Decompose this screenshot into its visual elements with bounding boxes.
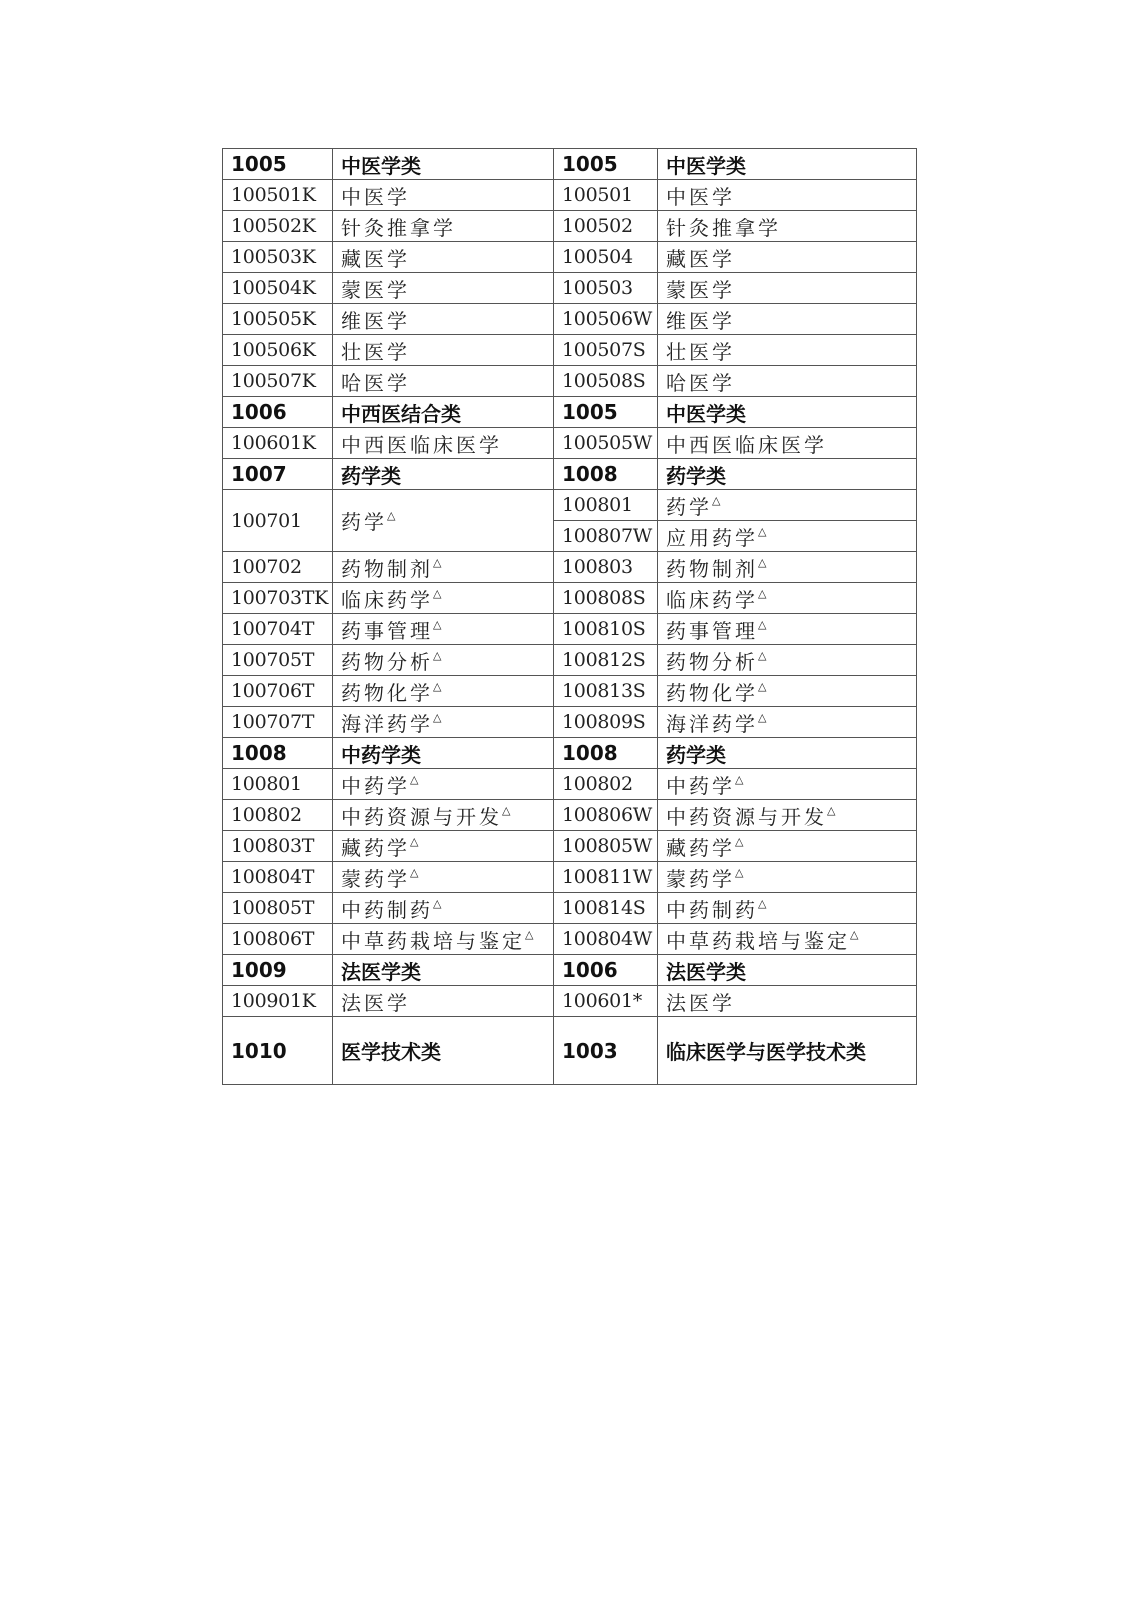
pharmacy-mark: △ xyxy=(410,772,419,786)
major-code: 100501 xyxy=(562,184,633,206)
major-code: 1005 xyxy=(562,400,618,424)
major-name-cell xyxy=(333,986,554,1017)
major-code: 100507S xyxy=(562,339,646,361)
major-code: 100807W xyxy=(562,525,652,547)
major-code-cell xyxy=(223,955,333,986)
major-code-cell xyxy=(554,583,658,614)
major-code: 100809S xyxy=(562,711,646,733)
major-name: 应用药学 xyxy=(666,525,758,550)
major-code-cell xyxy=(554,521,658,552)
major-name-cell xyxy=(333,1017,554,1085)
major-code: 100803T xyxy=(231,835,315,857)
major-name: 藏药学 xyxy=(341,835,410,860)
major-code: 100505W xyxy=(562,432,652,454)
major-code-cell xyxy=(554,490,658,521)
major-name: 中药学 xyxy=(341,773,410,798)
major-name: 蒙药学 xyxy=(666,866,735,891)
major-code: 100808S xyxy=(562,587,646,609)
major-code: 100810S xyxy=(562,618,646,640)
major-code-cell xyxy=(223,552,333,583)
pharmacy-mark: △ xyxy=(433,679,442,693)
major-name: 蒙药学 xyxy=(341,866,410,891)
major-code-cell xyxy=(554,1017,658,1085)
major-name-cell xyxy=(333,459,554,490)
major-code: 100802 xyxy=(231,804,302,826)
pharmacy-mark: △ xyxy=(758,524,767,538)
major-name-cell xyxy=(658,273,917,304)
major-code-cell xyxy=(554,242,658,273)
major-code-cell xyxy=(554,614,658,645)
major-name: 中医学类 xyxy=(666,401,746,426)
major-name: 海洋药学 xyxy=(341,711,433,736)
major-code: 100801 xyxy=(562,494,633,516)
major-code-cell xyxy=(554,986,658,1017)
major-code-cell xyxy=(554,769,658,800)
major-name-cell xyxy=(658,831,917,862)
major-name-cell xyxy=(333,273,554,304)
major-code-cell xyxy=(554,831,658,862)
major-code: 100502 xyxy=(562,215,633,237)
pharmacy-mark: △ xyxy=(758,679,767,693)
major-code: 1008 xyxy=(562,741,618,765)
major-code-cell xyxy=(223,676,333,707)
major-code: 100804T xyxy=(231,866,315,888)
major-name-cell xyxy=(333,552,554,583)
major-code: 100505K xyxy=(231,308,316,330)
pharmacy-mark: △ xyxy=(433,710,442,724)
major-name: 药物化学 xyxy=(341,680,433,705)
table-row xyxy=(223,428,917,459)
major-code-cell xyxy=(554,738,658,769)
major-name-cell xyxy=(333,738,554,769)
major-code-cell xyxy=(223,707,333,738)
major-code-cell xyxy=(223,242,333,273)
major-code: 100812S xyxy=(562,649,646,671)
major-name: 中医学类 xyxy=(341,153,421,178)
major-name-cell xyxy=(658,955,917,986)
major-name: 药学类 xyxy=(666,463,726,488)
major-code-cell xyxy=(554,335,658,366)
major-code: 100503 xyxy=(562,277,633,299)
major-name: 中药资源与开发 xyxy=(341,804,502,829)
major-name-cell xyxy=(333,335,554,366)
major-name-cell xyxy=(658,645,917,676)
major-name-cell xyxy=(333,397,554,428)
major-name: 中药学 xyxy=(666,773,735,798)
major-name-cell xyxy=(658,676,917,707)
major-name: 法医学 xyxy=(341,990,410,1015)
major-code: 100508S xyxy=(562,370,646,392)
major-name: 针灸推拿学 xyxy=(341,215,456,240)
major-name: 蒙医学 xyxy=(341,277,410,302)
major-code: 100506W xyxy=(562,308,652,330)
major-code: 100814S xyxy=(562,897,646,919)
major-name: 药学类 xyxy=(666,742,726,767)
major-name: 藏药学 xyxy=(666,835,735,860)
major-name: 藏医学 xyxy=(666,246,735,271)
major-name-cell xyxy=(658,1017,917,1085)
major-name: 中医学 xyxy=(666,184,735,209)
major-name: 药学 xyxy=(666,494,712,519)
table-row xyxy=(223,800,917,831)
major-code: 100805W xyxy=(562,835,652,857)
table-row xyxy=(223,242,917,273)
pharmacy-mark: △ xyxy=(433,555,442,569)
table-row xyxy=(223,273,917,304)
major-name-cell xyxy=(333,180,554,211)
major-name: 中西医临床医学 xyxy=(341,432,502,457)
major-name: 中药制药 xyxy=(341,897,433,922)
major-code: 100706T xyxy=(231,680,315,702)
major-name-cell xyxy=(658,738,917,769)
pharmacy-mark: △ xyxy=(433,648,442,662)
major-name-cell xyxy=(658,335,917,366)
major-name-cell xyxy=(333,242,554,273)
major-name-cell xyxy=(658,304,917,335)
major-name-cell xyxy=(658,242,917,273)
table-row xyxy=(223,893,917,924)
major-name: 中药学类 xyxy=(341,742,421,767)
major-code-cell xyxy=(223,986,333,1017)
category-row xyxy=(223,955,917,986)
major-name-cell xyxy=(333,800,554,831)
major-name: 藏医学 xyxy=(341,246,410,271)
major-code: 1010 xyxy=(231,1038,287,1063)
major-name: 临床药学 xyxy=(666,587,758,612)
major-code-cell xyxy=(223,645,333,676)
major-code: 100805T xyxy=(231,897,315,919)
category-row xyxy=(223,738,917,769)
major-code-cell xyxy=(223,397,333,428)
table-row xyxy=(223,707,917,738)
major-code: 100503K xyxy=(231,246,316,268)
major-code: 100806T xyxy=(231,928,315,950)
major-name-cell xyxy=(333,676,554,707)
major-code: 100707T xyxy=(231,711,315,733)
table-row xyxy=(223,831,917,862)
major-name-cell xyxy=(333,614,554,645)
major-name-cell xyxy=(658,924,917,955)
major-name: 法医学 xyxy=(666,990,735,1015)
major-code: 100502K xyxy=(231,215,316,237)
major-name-cell xyxy=(658,428,917,459)
pharmacy-mark: △ xyxy=(827,803,836,817)
major-code: 100703TK xyxy=(231,587,328,609)
major-code-cell xyxy=(554,862,658,893)
major-code: 100901K xyxy=(231,990,316,1012)
major-code: 100806W xyxy=(562,804,652,826)
table-row xyxy=(223,862,917,893)
major-name: 中医学 xyxy=(341,184,410,209)
major-name: 药物分析 xyxy=(666,649,758,674)
major-code-cell xyxy=(223,831,333,862)
table-body xyxy=(223,149,917,1085)
major-code: 1003 xyxy=(562,1038,618,1063)
major-code-cell xyxy=(554,211,658,242)
major-name-cell xyxy=(333,490,554,552)
major-code-cell xyxy=(554,924,658,955)
major-name: 壮医学 xyxy=(341,339,410,364)
category-row xyxy=(223,459,917,490)
major-code-cell xyxy=(554,366,658,397)
major-name: 药物制剂 xyxy=(341,556,433,581)
major-code-cell xyxy=(223,366,333,397)
table-row xyxy=(223,769,917,800)
major-name: 中草药栽培与鉴定 xyxy=(666,928,850,953)
major-name-cell xyxy=(333,428,554,459)
category-row xyxy=(223,149,917,180)
major-code: 100802 xyxy=(562,773,633,795)
pharmacy-mark: △ xyxy=(387,509,396,523)
major-name: 中西医结合类 xyxy=(341,401,461,426)
category-row xyxy=(223,397,917,428)
table-row xyxy=(223,583,917,614)
major-name-cell xyxy=(658,893,917,924)
pharmacy-mark: △ xyxy=(525,927,534,941)
major-name: 中药资源与开发 xyxy=(666,804,827,829)
table-row xyxy=(223,614,917,645)
table-row xyxy=(223,304,917,335)
major-code-cell xyxy=(223,273,333,304)
major-code: 1005 xyxy=(231,152,287,176)
major-name-cell xyxy=(658,180,917,211)
pharmacy-mark: △ xyxy=(735,772,744,786)
major-name: 药学类 xyxy=(341,463,401,488)
major-name-cell xyxy=(658,769,917,800)
major-code: 100601K xyxy=(231,432,316,454)
major-code: 1005 xyxy=(562,152,618,176)
major-name: 维医学 xyxy=(341,308,410,333)
table-row xyxy=(223,211,917,242)
major-name: 药物化学 xyxy=(666,680,758,705)
major-code: 100504K xyxy=(231,277,316,299)
pharmacy-mark: △ xyxy=(758,896,767,910)
major-name-cell xyxy=(333,645,554,676)
major-name: 维医学 xyxy=(666,308,735,333)
major-code: 100813S xyxy=(562,680,646,702)
major-name-cell xyxy=(658,459,917,490)
major-name-cell xyxy=(333,924,554,955)
major-code-cell xyxy=(223,738,333,769)
major-code-cell xyxy=(223,459,333,490)
major-name: 中草药栽培与鉴定 xyxy=(341,928,525,953)
major-name-cell xyxy=(658,614,917,645)
pharmacy-mark: △ xyxy=(735,834,744,848)
major-code-cell xyxy=(554,273,658,304)
table-row xyxy=(223,986,917,1017)
pharmacy-mark: △ xyxy=(433,617,442,631)
major-name-cell xyxy=(658,707,917,738)
major-code-cell xyxy=(554,552,658,583)
table-row xyxy=(223,335,917,366)
major-code: 100507K xyxy=(231,370,316,392)
major-code-cell xyxy=(554,955,658,986)
major-code: 100702 xyxy=(231,556,302,578)
major-name-cell xyxy=(658,149,917,180)
major-comparison-table xyxy=(222,148,917,1085)
major-name: 临床医学与医学技术类 xyxy=(666,1040,866,1064)
major-code-cell xyxy=(554,180,658,211)
major-code: 100501K xyxy=(231,184,316,206)
major-name: 药事管理 xyxy=(341,618,433,643)
pharmacy-mark: △ xyxy=(433,586,442,600)
major-code-cell xyxy=(554,676,658,707)
major-code: 1007 xyxy=(231,462,287,486)
major-name: 针灸推拿学 xyxy=(666,215,781,240)
major-code: 1009 xyxy=(231,958,287,982)
major-code: 1008 xyxy=(231,741,287,765)
major-code-cell xyxy=(554,459,658,490)
major-name-cell xyxy=(333,304,554,335)
major-name: 临床药学 xyxy=(341,587,433,612)
major-code-cell xyxy=(223,490,333,552)
major-code-cell xyxy=(223,149,333,180)
table-row xyxy=(223,490,917,521)
major-name-cell xyxy=(333,366,554,397)
major-name-cell xyxy=(658,800,917,831)
major-name-cell xyxy=(658,211,917,242)
pharmacy-mark: △ xyxy=(758,586,767,600)
table-row xyxy=(223,676,917,707)
major-name-cell xyxy=(333,831,554,862)
major-name-cell xyxy=(333,862,554,893)
table-row xyxy=(223,552,917,583)
major-name-cell xyxy=(658,862,917,893)
major-code: 100803 xyxy=(562,556,633,578)
pharmacy-mark: △ xyxy=(758,648,767,662)
pharmacy-mark: △ xyxy=(433,896,442,910)
major-code: 100704T xyxy=(231,618,315,640)
major-name: 药学 xyxy=(341,510,387,534)
pharmacy-mark: △ xyxy=(758,710,767,724)
major-name-cell xyxy=(658,986,917,1017)
category-row xyxy=(223,1017,917,1085)
major-name: 法医学类 xyxy=(341,959,421,984)
table-row xyxy=(223,645,917,676)
major-code-cell xyxy=(554,893,658,924)
major-name: 药物分析 xyxy=(341,649,433,674)
major-code-cell xyxy=(223,893,333,924)
major-code-cell xyxy=(223,428,333,459)
major-code: 1006 xyxy=(231,400,287,424)
table-row xyxy=(223,180,917,211)
major-name: 中医学类 xyxy=(666,153,746,178)
major-code: 100705T xyxy=(231,649,315,671)
major-code-cell xyxy=(223,1017,333,1085)
major-code-cell xyxy=(223,800,333,831)
major-name: 哈医学 xyxy=(666,370,735,395)
pharmacy-mark: △ xyxy=(712,493,721,507)
major-name: 法医学类 xyxy=(666,959,746,984)
table-row xyxy=(223,366,917,397)
pharmacy-mark: △ xyxy=(735,865,744,879)
major-code-cell xyxy=(554,800,658,831)
major-name: 医学技术类 xyxy=(341,1040,441,1064)
major-code-cell xyxy=(223,180,333,211)
major-name: 中药制药 xyxy=(666,897,758,922)
major-code: 100701 xyxy=(231,509,302,532)
major-code: 1006 xyxy=(562,958,618,982)
major-code: 100801 xyxy=(231,773,302,795)
major-code-cell xyxy=(223,924,333,955)
pharmacy-mark: △ xyxy=(410,834,419,848)
pharmacy-mark: △ xyxy=(410,865,419,879)
major-code-cell xyxy=(554,645,658,676)
major-name: 药物制剂 xyxy=(666,556,758,581)
major-name-cell xyxy=(658,397,917,428)
major-code: 100504 xyxy=(562,246,633,268)
major-code-cell xyxy=(554,304,658,335)
pharmacy-mark: △ xyxy=(758,617,767,631)
table-row xyxy=(223,924,917,955)
pharmacy-mark: △ xyxy=(758,555,767,569)
major-name: 海洋药学 xyxy=(666,711,758,736)
major-name: 壮医学 xyxy=(666,339,735,364)
major-name-cell xyxy=(333,211,554,242)
major-name: 中西医临床医学 xyxy=(666,432,827,457)
major-name-cell xyxy=(333,149,554,180)
major-name-cell xyxy=(333,769,554,800)
major-name-cell xyxy=(658,583,917,614)
major-code-cell xyxy=(554,707,658,738)
major-name: 药事管理 xyxy=(666,618,758,643)
major-code: 100506K xyxy=(231,339,316,361)
pharmacy-mark: △ xyxy=(502,803,511,817)
major-code: 100601* xyxy=(562,990,642,1012)
major-code-cell xyxy=(223,769,333,800)
major-code-cell xyxy=(554,428,658,459)
major-name-cell xyxy=(333,707,554,738)
major-code-cell xyxy=(223,211,333,242)
major-code-cell xyxy=(223,614,333,645)
major-name-cell xyxy=(333,893,554,924)
major-name-cell xyxy=(658,521,917,552)
major-name-cell xyxy=(333,955,554,986)
major-name-cell xyxy=(333,583,554,614)
major-name-cell xyxy=(658,366,917,397)
major-name: 蒙医学 xyxy=(666,277,735,302)
major-name-cell xyxy=(658,552,917,583)
major-code: 100811W xyxy=(562,866,652,888)
major-name: 哈医学 xyxy=(341,370,410,395)
major-code-cell xyxy=(223,583,333,614)
major-code-cell xyxy=(223,862,333,893)
pharmacy-mark: △ xyxy=(850,927,859,941)
major-code-cell xyxy=(223,335,333,366)
major-code-cell xyxy=(223,304,333,335)
major-code-cell xyxy=(554,397,658,428)
major-code: 1008 xyxy=(562,462,618,486)
major-code-cell xyxy=(554,149,658,180)
major-code: 100804W xyxy=(562,928,652,950)
major-name-cell xyxy=(658,490,917,521)
